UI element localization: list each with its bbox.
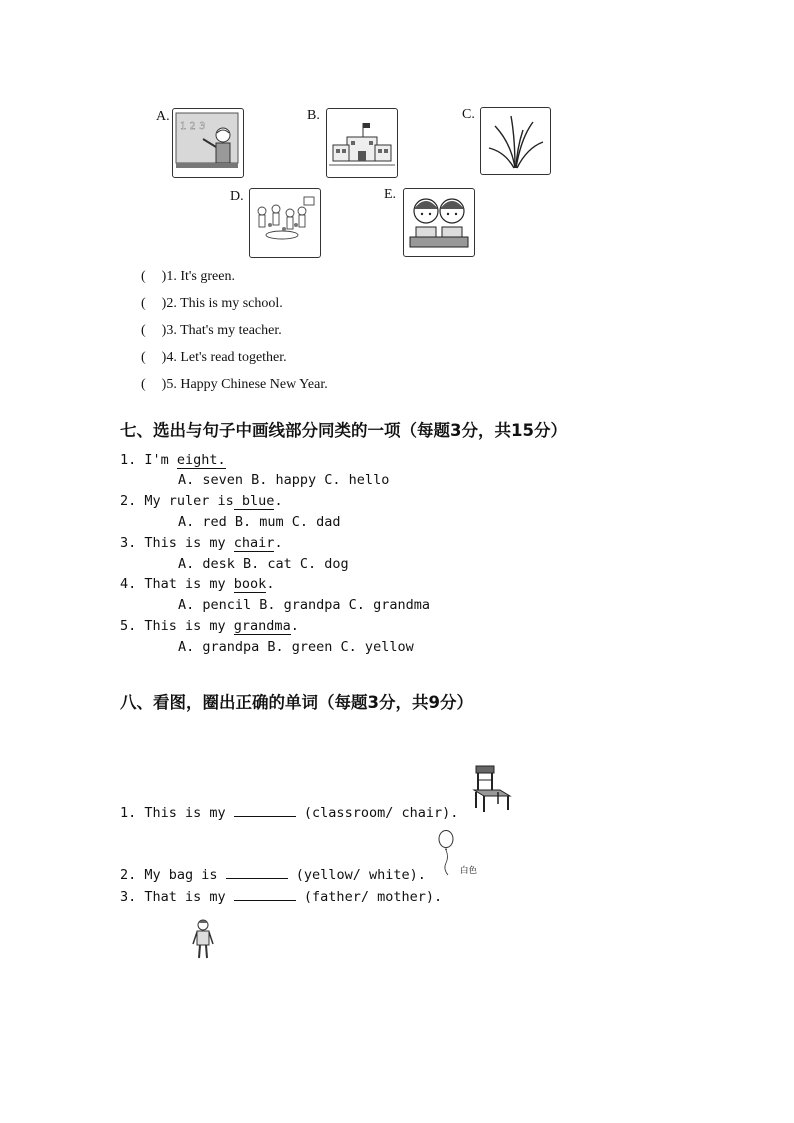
picture-label-b: B.	[307, 108, 320, 123]
svg-text:1 2 3: 1 2 3	[180, 121, 206, 132]
chair-icon	[470, 764, 514, 814]
answer-blank[interactable]	[234, 888, 296, 901]
grass-picture	[480, 107, 551, 175]
match-item: ( )4. Let's read together.	[141, 350, 287, 365]
options-7-3: A. desk B. cat C. dog	[178, 556, 349, 572]
picture-label-d: D.	[230, 189, 244, 204]
picture-label-c: C.	[462, 107, 475, 122]
question-7-3: 3. This is my chair.	[120, 535, 283, 551]
school-icon	[327, 109, 397, 177]
match-item: ( )1. It's green.	[141, 269, 235, 284]
question-7-1: 1. I'm eight.	[120, 452, 226, 468]
options-7-5: A. grandpa B. green C. yellow	[178, 639, 414, 655]
school-picture	[326, 108, 398, 178]
answer-blank[interactable]	[234, 804, 296, 817]
teacher-icon	[173, 109, 243, 177]
picture-label-a: A.	[156, 109, 170, 124]
question-7-2: 2. My ruler is blue.	[120, 493, 283, 509]
grass-icon	[481, 108, 550, 174]
section-7-heading: 七、选出与句子中画线部分同类的一项（每题3分，共15分）	[120, 421, 567, 440]
teacher-picture	[172, 108, 244, 178]
match-item: ( )2. This is my school.	[141, 296, 283, 311]
balloon-caption: 白色	[460, 866, 478, 876]
family-picture	[249, 188, 321, 258]
family-gathering-icon	[250, 189, 320, 257]
question-7-5: 5. This is my grandma.	[120, 618, 299, 634]
children-reading-icon	[404, 189, 474, 256]
picture-label-e: E.	[384, 187, 397, 202]
question-8-2: 2. My bag is (yellow/ white).	[120, 867, 426, 883]
question-7-4: 4. That is my book.	[120, 576, 275, 592]
question-8-3: 3. That is my (father/ mother).	[120, 889, 443, 905]
section-8-heading: 八、看图，圈出正确的单词（每题3分，共9分）	[120, 693, 473, 712]
match-item: ( )5. Happy Chinese New Year.	[141, 377, 328, 392]
options-7-1: A. seven B. happy C. hello	[178, 472, 390, 488]
reading-picture	[403, 188, 475, 257]
options-7-4: A. pencil B. grandpa C. grandma	[178, 597, 430, 613]
options-7-2: A. red B. mum C. dad	[178, 514, 341, 530]
match-item: ( )3. That's my teacher.	[141, 323, 282, 338]
question-8-1: 1. This is my (classroom/ chair).	[120, 805, 459, 821]
answer-blank[interactable]	[226, 866, 288, 879]
man-icon	[189, 918, 219, 960]
